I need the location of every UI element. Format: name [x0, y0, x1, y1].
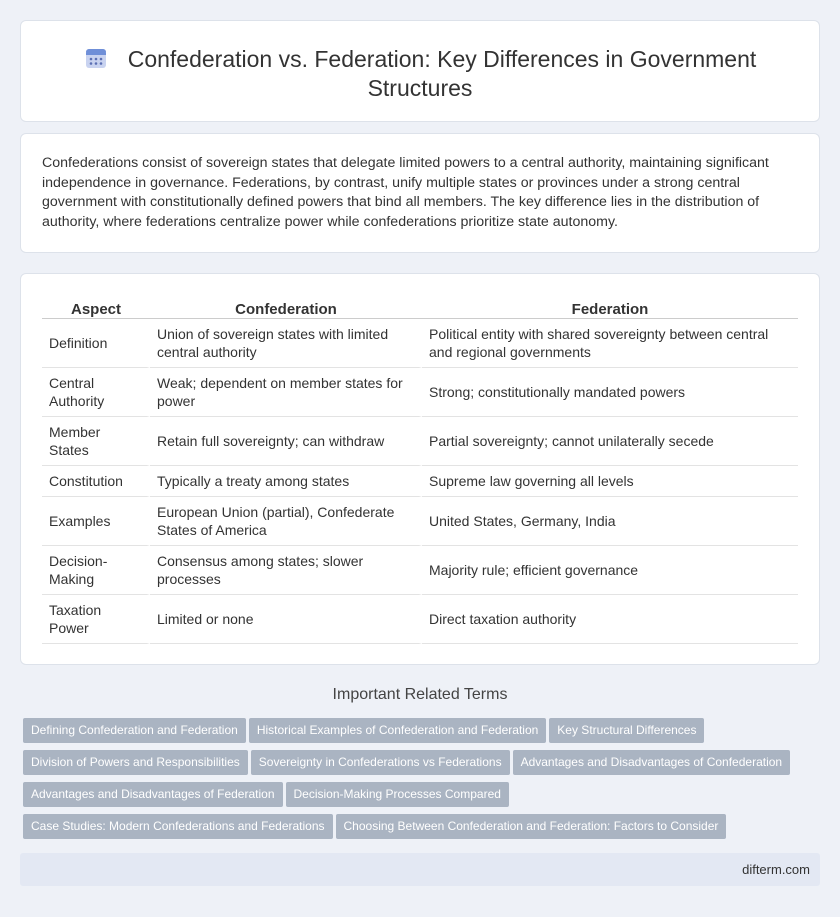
- related-terms-title: Important Related Terms: [332, 686, 508, 703]
- intro-card: [20, 133, 820, 253]
- related-term-tag[interactable]: Defining Confederation and Federation: [23, 718, 246, 743]
- footer: [20, 853, 820, 886]
- row-aspect: Definition: [42, 319, 150, 368]
- comparison-table: [42, 294, 798, 644]
- row-aspect: Member States: [42, 417, 150, 466]
- table-row: [42, 546, 798, 595]
- row-confederation: European Union (partial), Confederate States of America: [150, 497, 422, 546]
- page-title-wrap: [21, 45, 819, 103]
- calendar-icon: [84, 46, 108, 70]
- row-aspect: Constitution: [42, 466, 150, 497]
- related-term-tag[interactable]: Historical Examples of Confederation and Federation: [249, 718, 546, 743]
- related-term-tag[interactable]: Key Structural Differences: [549, 718, 704, 743]
- page-title: Confederation vs. Federation: Key Differences in Government Structures: [127, 46, 757, 101]
- row-confederation: Retain full sovereignty; can withdraw: [150, 417, 422, 466]
- header-aspect: Aspect: [42, 294, 150, 319]
- row-confederation: Typically a treaty among states: [150, 466, 422, 497]
- row-confederation: Limited or none: [150, 595, 422, 644]
- table-row: [42, 466, 798, 497]
- header-federation: Federation: [422, 294, 798, 319]
- header-confederation: Confederation: [150, 294, 422, 319]
- table-row: [42, 368, 798, 417]
- table-row: [42, 319, 798, 368]
- table-row: [42, 417, 798, 466]
- row-federation: Political entity with shared sovereignty between central and regional governments: [422, 319, 798, 368]
- row-federation: Partial sovereignty; cannot unilaterally secede: [422, 417, 798, 466]
- row-confederation: Union of sovereign states with limited central authority: [150, 319, 422, 368]
- related-term-tag[interactable]: Sovereignty in Confederations vs Federations: [251, 750, 510, 775]
- table-row: [42, 497, 798, 546]
- row-federation: Direct taxation authority: [422, 595, 798, 644]
- table-row: [42, 595, 798, 644]
- row-federation: Supreme law governing all levels: [422, 466, 798, 497]
- header-card: [20, 20, 820, 122]
- row-federation: Strong; constitutionally mandated powers: [422, 368, 798, 417]
- related-term-tag[interactable]: Division of Powers and Responsibilities: [23, 750, 248, 775]
- related-terms-list: [23, 718, 823, 846]
- table-header-row: [42, 294, 798, 319]
- footer-site-link[interactable]: difterm.com: [742, 862, 810, 877]
- row-aspect: Examples: [42, 497, 150, 546]
- related-term-tag[interactable]: Advantages and Disadvantages of Confederation: [513, 750, 791, 775]
- row-confederation: Weak; dependent on member states for power: [150, 368, 422, 417]
- related-term-tag[interactable]: Choosing Between Confederation and Federation: Factors to Consider: [336, 814, 727, 839]
- related-term-tag[interactable]: Advantages and Disadvantages of Federation: [23, 782, 283, 807]
- row-federation: United States, Germany, India: [422, 497, 798, 546]
- comparison-card: [20, 273, 820, 665]
- row-confederation: Consensus among states; slower processes: [150, 546, 422, 595]
- row-federation: Majority rule; efficient governance: [422, 546, 798, 595]
- related-term-tag[interactable]: Decision-Making Processes Compared: [286, 782, 509, 807]
- row-aspect: Central Authority: [42, 368, 150, 417]
- intro-text: Confederations consist of sovereign states that delegate limited powers to a central authority, maintaining significant independence in governance. Federations, by contrast, unify multiple states or provinces under a strong central government with constitutionally defined powers that bind all members. The key difference lies in the distribution of authority, where federations centralize power while confederations prioritize state autonomy.: [42, 155, 769, 231]
- row-aspect: Taxation Power: [42, 595, 150, 644]
- related-term-tag[interactable]: Case Studies: Modern Confederations and Federations: [23, 814, 333, 839]
- row-aspect: Decision-Making: [42, 546, 150, 595]
